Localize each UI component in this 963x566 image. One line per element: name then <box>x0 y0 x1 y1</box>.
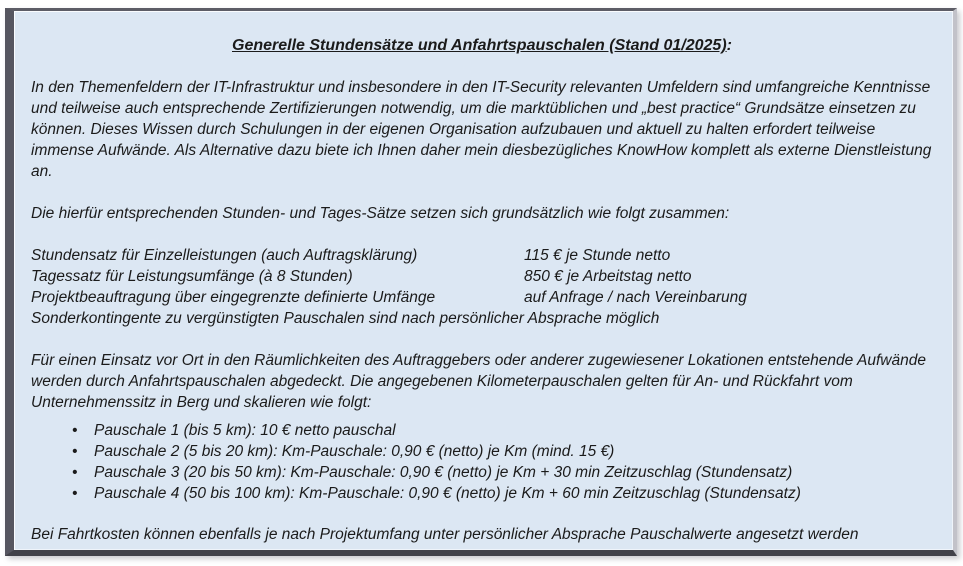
rate-row-hourly <box>31 245 933 266</box>
travel-intro-paragraph: Für einen Einsatz vor Ort in den Räumlichkeiten des Auftraggebers oder anderer zugewiesener Lokationen entstehende Aufwände werden durch Anfahrtspauschalen abgedeckt. Die angegebenen Kilometerpauschalen gelten für An- und Rückfahrt vom Unternehmenssitz in Berg und skalieren wie folgt: <box>31 352 926 411</box>
rate-value: 850 € je Arbeitstag netto <box>524 268 692 285</box>
travel-tier-item-2: • Pauschale 2 (5 bis 20 km): Km-Pauschale: 0,90 € (netto) je Km (mind. 15 €) <box>31 441 933 462</box>
rate-row-daily <box>31 266 933 287</box>
travel-tier-item-4: • Pauschale 4 (50 bis 100 km): Km-Pauschale: 0,90 € (netto) je Km + 60 min Zeitzuschlag (Stundensatz) <box>31 483 933 504</box>
rates-table <box>31 245 933 329</box>
rates-document-panel <box>5 8 957 556</box>
closing-note: Bei Fahrtkosten können ebenfalls je nach Projektumfang unter persönlicher Absprache Pauschalwerte angesetzt werden <box>31 526 859 543</box>
rate-row-project <box>31 287 933 308</box>
document-content <box>14 11 953 550</box>
page-title <box>31 35 933 56</box>
travel-tier-item-3: • Pauschale 3 (20 bis 50 km): Km-Pauschale: 0,90 € (netto) je Km + 30 min Zeitzuschlag (Stundensatz) <box>31 462 933 483</box>
rate-row-special-contingents: Sonderkontingente zu vergünstigten Pauschalen sind nach persönlicher Absprache möglich <box>31 310 660 327</box>
rates-intro-paragraph: Die hierfür entsprechenden Stunden- und Tages-Sätze setzen sich grundsätzlich wie folgt zusammen: <box>31 205 730 222</box>
rate-value: auf Anfrage / nach Vereinbarung <box>524 289 747 306</box>
travel-tier-item-1: • Pauschale 1 (bis 5 km): 10 € netto pauschal <box>31 420 933 441</box>
travel-tier-list <box>31 420 933 504</box>
page-title-underlined: Generelle Stundensätze und Anfahrtspauschalen (Stand 01/2025) <box>232 37 727 54</box>
rate-label: Stundensatz für Einzelleistungen (auch Auftragsklärung) <box>31 247 418 264</box>
rate-value: 115 € je Stunde netto <box>524 247 671 264</box>
rate-label: Projektbeauftragung über eingegrenzte definierte Umfänge <box>31 289 436 306</box>
intro-paragraph: In den Themenfeldern der IT-Infrastruktur und insbesondere in den IT-Security relevanten Umfeldern sind umfangreiche Kenntnisse und teilweise auch entsprechende Zertifizierungen notwendig, um die marktüblichen und „best practice“ Grundsätze einsetzen zu können. Dieses Wissen durch Schulungen in der eigenen Organisation aufzubauen und aktuell zu halten erfordert teilweise immense Aufwände. Als Alternative dazu biete ich Ihnen daher mein diesbezügliches KnowHow komplett als externe Dienstleistung an. <box>31 79 932 180</box>
page-title-suffix: : <box>726 37 732 54</box>
rate-label: Tagessatz für Leistungsumfänge (à 8 Stunden) <box>31 268 353 285</box>
